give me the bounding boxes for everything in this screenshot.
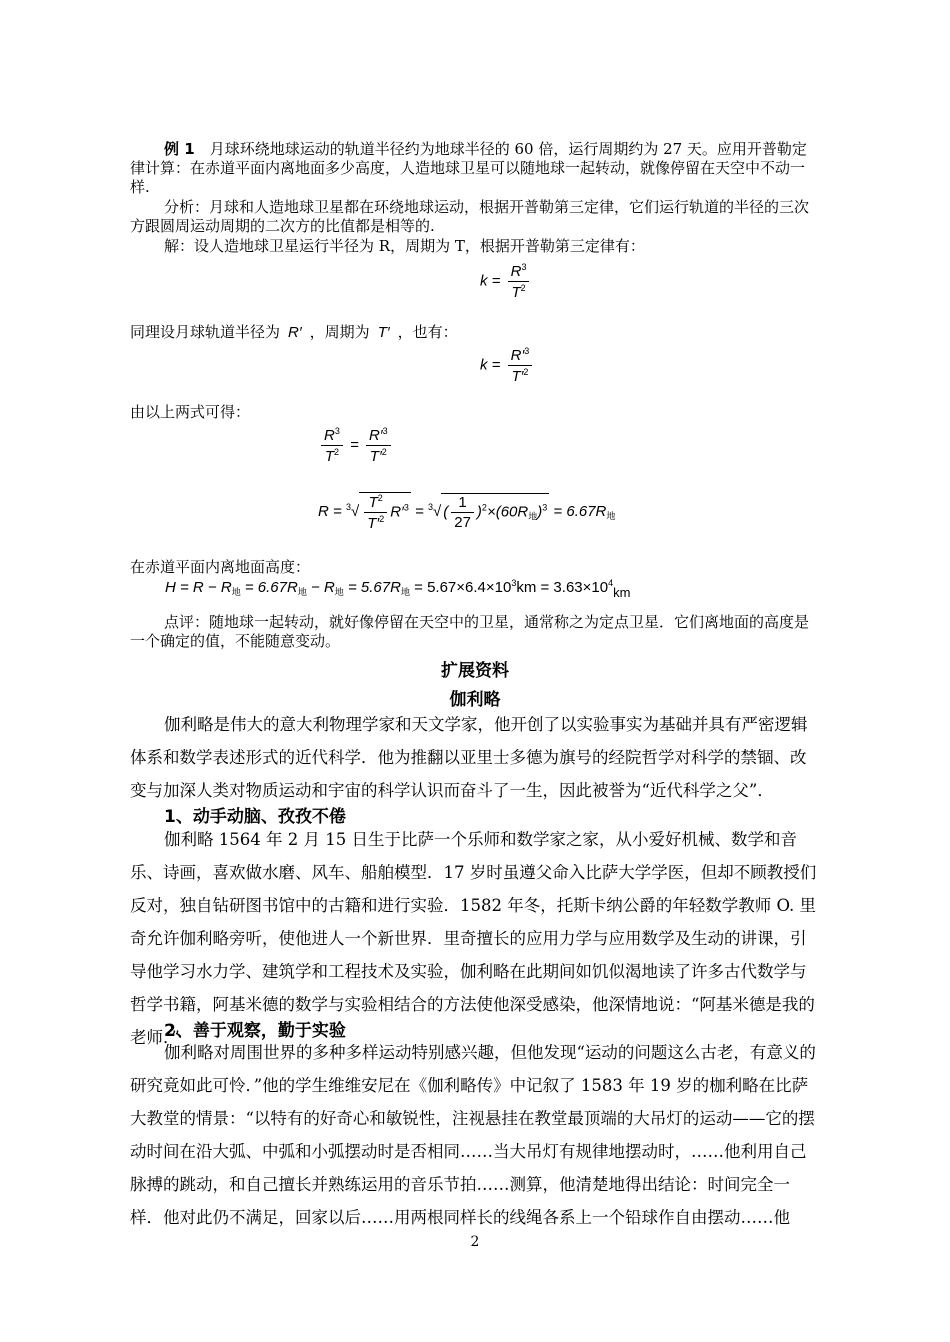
formula-symbol: R [510, 263, 522, 280]
extension-title: 扩展资料 [441, 661, 509, 681]
formula-symbol: T [324, 448, 334, 465]
formula-symbol: T′ [367, 515, 380, 532]
text-fragment: ，周期为 [309, 323, 370, 341]
analysis-paragraph: 分析：月球和人造地球卫星都在环绕地球运动，根据开普勒第三定律，它们运行轨道的半径的三次方跟圆周运动周期的二次方的比值都是相等的. [130, 198, 810, 235]
exponent: 2 [381, 447, 387, 457]
formula-symbol: T′ [377, 324, 390, 341]
formula-symbol: T [511, 284, 521, 301]
fraction [508, 346, 533, 385]
formula-symbol: = [350, 436, 359, 454]
subscript: 地 [297, 587, 307, 597]
subscript: 地 [400, 587, 410, 597]
subscript: 地 [606, 510, 616, 521]
exponent: 2 [377, 493, 383, 503]
exponent: 2 [481, 502, 487, 513]
formula-symbol: = 6.67R [553, 502, 607, 520]
formula-symbol: = 6.67R [244, 579, 298, 596]
exponent: 3 [511, 578, 517, 588]
section-2-title: 2、善于观察，勤于实验 [164, 1021, 346, 1041]
fraction [364, 493, 387, 532]
formula-symbol: T′ [369, 448, 382, 465]
root-index: 3 [345, 501, 351, 512]
root-index: 3 [427, 501, 433, 512]
formula-symbol: R′ [510, 347, 525, 364]
formula-symbol: ) [537, 503, 543, 521]
formula-symbol: R′ [288, 324, 302, 341]
extension-subtitle: 伽利略 [449, 690, 501, 710]
formula-symbol: = 5.67×6.4×10 [414, 579, 512, 596]
formula-symbol: k [480, 356, 488, 374]
text-fragment: ，也有： [397, 323, 458, 341]
exponent: 3 [403, 502, 409, 513]
example-label: 例 1 [164, 140, 195, 158]
formula-ratio-equal [318, 426, 394, 465]
radicand: ( $\frac{1}{27}$ )$^2\times(60R_地)^3$ [443, 494, 548, 531]
same-reason-line [130, 323, 820, 342]
subscript: 地 [231, 587, 241, 597]
exponent: 2 [379, 514, 385, 524]
formula-k-moon [480, 346, 535, 385]
fraction [321, 426, 343, 465]
subscript: 地 [528, 511, 538, 522]
cube-root: $^3$√ $\frac{T^2}{T'^2}$ $R'^3$ [345, 493, 409, 532]
example-paragraph [130, 140, 820, 197]
exponent: 2 [520, 283, 526, 293]
formula-symbol: R′ [368, 427, 383, 444]
formula-symbol: H = R − R [165, 579, 232, 596]
formula-symbol: = [491, 272, 501, 290]
section-1-paragraph: 伽利略 1564 年 2 月 15 日生于比萨一个乐师和数学家之家，从小爱好机械、数学和音乐、诗画，喜欢做水磨、风车、船舶模型．17 岁时虽遵父命入比萨大学学医，但却不顾教授们反对，独自钻研图书馆中的古籍和进行实验．1582 年冬，托斯卡纳公爵的年轻数学教师 O. 里奇允许伽利略旁听，使他进人一个新世界．里奇擅长的应用力学与应用数学及生动的讲课，引导他学习水力学、建筑学和工程技术及实验，伽利略在此期间如饥似渴地读了许多古代数学与哲学书籍，阿基米德的数学与实验相结合的方法使他深受感染，他深情地说：“阿基米德是我的老师．” [130, 830, 817, 1047]
exponent: 3 [524, 346, 530, 356]
formula-height [165, 578, 630, 598]
denominator: 27 [454, 514, 471, 531]
formula-symbol: km = 3.63×10 [516, 579, 609, 596]
exponent: 3 [334, 426, 340, 436]
exponent: 2 [523, 367, 529, 377]
formula-symbol: ×(60R [486, 503, 529, 521]
formula-symbol: = [415, 502, 424, 520]
fraction [366, 426, 391, 465]
numerator: 1 [451, 494, 474, 513]
exponent: 3 [382, 426, 388, 436]
solution-paragraph: 解：设人造地球卫星运行半径为 R，周期为 T，根据开普勒第三定律有： [164, 237, 645, 255]
exponent: 3 [521, 262, 527, 272]
formula-k-earth-satellite [480, 262, 532, 301]
radicand [359, 492, 411, 532]
formula-symbol: k [480, 272, 488, 290]
formula-symbol: R [318, 502, 329, 520]
formula-symbol: T [368, 494, 378, 511]
comment-paragraph: 点评：随地球一起转动，就好像停留在天空中的卫星，通常称之为定点卫星．它们离地面的高度是一个确定的值，不能随意变动。 [130, 613, 810, 650]
exponent: 2 [334, 447, 340, 457]
formula-symbol: R [324, 427, 335, 444]
example-text: 月球环绕地球运动的轨道半径约为地球半径的 60 倍，运行周期约为 27 天。应用开普勒定律计算：在赤道平面内离地面多少高度，人造地球卫星可以随地球一起转动，就像停留在天空中不动一样. [130, 140, 807, 196]
section-2-paragraph: 伽利略对周围世界的多种多样运动特别感兴趣，但他发现“运动的问题这么古老，有意义的研究竟如此可怜．”他的学生维维安尼在《伽利略传》中记叙了 1583 年 19 岁的枷利略在比萨大教堂的情景：“以特有的好奇心和敏锐性，注视悬挂在教堂最顶端的大吊灯的运动——它的摆动时间在沿大弧、中弧和小弧摆动时是否相同……当大吊灯有规律地摆动时，……他利用自己脉搏的跳动，和自己擅长并熟练运用的音乐节拍……测算，他清楚地得出结论：时间完全一样．他对此仍不满足，回家以后……用两根同样长的线绳各系上一个铅球作自由摆动……他 [130, 1043, 816, 1227]
fraction [508, 262, 530, 301]
formula-radius-result [318, 492, 615, 532]
from-both-line: 由以上两式可得： [130, 403, 251, 421]
formula-symbol: = [333, 502, 342, 520]
subscript: 地 [334, 587, 344, 597]
fraction [451, 494, 474, 531]
formula-symbol: = 5.67R [347, 579, 401, 596]
cube-root: $^3$√( $\frac{1}{27}$ )$^2\times(60R_地)^3$ [427, 494, 548, 531]
exponent: 4 [608, 578, 614, 588]
text-fragment: 同理设月球轨道半径为 [130, 323, 281, 341]
formula-symbol: T′ [511, 368, 524, 385]
height-intro-line: 在赤道平面内离地面高度： [130, 558, 311, 576]
formula-symbol: R′ [390, 503, 404, 521]
section-1-title: 1、动手动脑、孜孜不倦 [164, 807, 346, 827]
intro-paragraph: 伽利略是伟大的意大利物理学家和天文学家，他开创了以实验事实为基础并具有严密逻辑体系和数学表述形式的近代科学．他为推翻以亚里士多德为旗号的经院哲学对科学的禁锢、改变与加深人类对物质运动和宇宙的科学认识而奋斗了一生，因此被誉为“近代科学之父”． [130, 715, 808, 800]
exponent: 3 [542, 502, 548, 513]
unit-label: km [613, 585, 631, 600]
formula-symbol: = [491, 356, 501, 374]
page-number: 2 [470, 1234, 480, 1250]
formula-symbol: − R [311, 579, 335, 596]
